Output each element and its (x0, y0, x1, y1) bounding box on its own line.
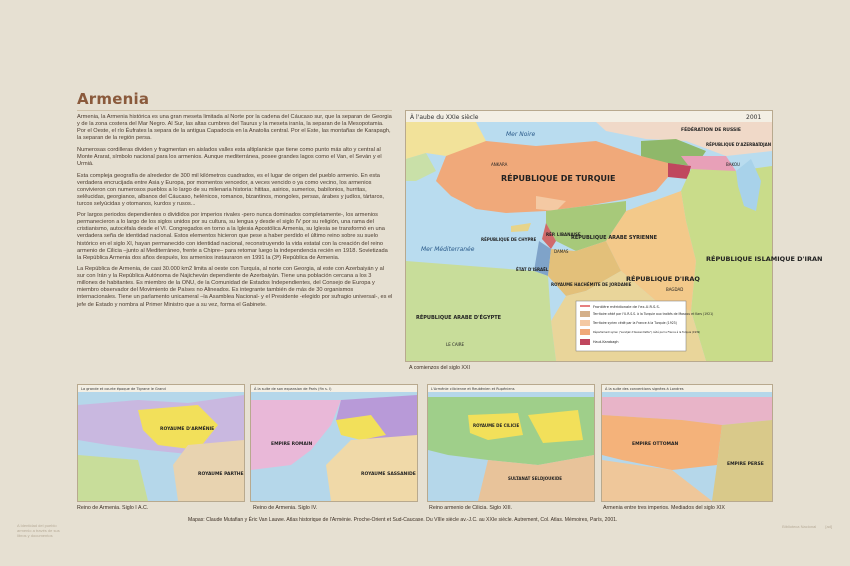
map-label: EMPIRE OTTOMAN (632, 442, 679, 447)
title-divider (77, 110, 392, 111)
paragraph: Esta compleja geografía de alrededor de 300 mil kilómetros cuadrados, es el lugar de origen del pueblo armenio. En esta verdadera encrucijada entre Asia y Europa, por momentos vencedor, a veces vencido o ya como vecino, los armenios convivieron con numerosos pueblos a lo largo de su milenaria historia: hititas, asirios, sumerios, babilonios, hurritas, selêucidas, georgianos, albanos del Cáucaso, helénicos, romanos, bizantinos, mongoles, persas, árabes y judíos, tártaros, turcos selyúcidas y otomanos, kurdos y rusos... (77, 172, 384, 207)
main-map (405, 110, 823, 362)
paragraph: Armenia, la Armenia histórica es una gran meseta limitada al Norte por la cadena del Cáucaso sur, que la separan de Georgia y de la zona costera del Mar Negro. Al Sur, las altas cumbres del Taurus y la meseta iranía, la separan de la Mesopotamia. Por el Oeste, el río Éufrates la separa de la antigua Capadocia en la Anatolia central. Por el Este, las montañas de Karapagh, la separan de la región persa. (77, 114, 392, 142)
map-caption: Reino armenio de Cilicia. Siglo XIII. (429, 505, 513, 511)
map-credits: Mapas: Claude Mutafian y Éric Van Lauwe. Atlas historique de l'Arménie. Proche-Orient et Sud-Caucase. Du VIIIe siècle av.-J.C. au XXIe siècle. Autrement, Col. Atlas. Mémoires, París, 2001. (188, 517, 618, 523)
paragraph: Por largos periodos dependientes o divididos por imperios rivales -pero nunca dominados completamente-, los armenios permanecieron a lo largo de los siglos unidos por su cultura, su lengua y desde el siglo IV por su religión, una rama del cristianismo, autocéfala desde el VI. Congregados en torno a la Iglesia Apostólica Armenia, su Iglesia se transformó en una verdadera seña de identidad nacional. Estos elementos hicieron que pese a haber perdido el último reino sobre su suelo histórico en el siglo XI, hayan permanecido con identidad nacional, reconstruyendo la vida estatal con la creación del reino armenio de Cilicia –junto al Mediterráneo, frente a Chipre– para retomar luego la independencia recién en 1918. Sovietizada la República Armenia dos años después, los armenios instauraron en 1991 la (3ª) República de Armenia. (77, 212, 388, 261)
label-damas: DAMAS (554, 249, 569, 254)
footer-line: A Identidad del pueblo (17, 523, 57, 528)
map-label: SULTANAT SELDJOUKIDE (508, 476, 563, 481)
label-bakou: BAKOU (726, 162, 740, 167)
label-mer-noire: Mer Noire (506, 131, 536, 138)
footer-line: armenio a través de sus (17, 528, 60, 533)
logo-ad: [ad] (825, 524, 832, 529)
legend-item: Frontière méridionale de l'ex-U.R.S.S. (593, 305, 660, 309)
label-egypte: RÉPUBLIQUE ARABE D'ÉGYPTE (416, 315, 502, 321)
label-ankara: ANKARA (491, 162, 508, 167)
footer-line: libros y documentos (17, 533, 53, 538)
paragraph: La República de Armenia, de casi 30.000 km2 limita al oeste con Turquía, al norte con Georgia, al este con Azerbaiyán y al sur con Irán y la República Autónoma de Najicheván dependiente de Azerbaiyán. Tiene una población cercana a los 3 millones de habitantes. Es miembro de la ONU, de la Comunidad de Estados Independientes, del Consejo de Europa y miembro observador del Movimiento de Países no Alineados. Es integrante también de más de 30 organismos internacionales. Tiene un parlamento unicameral –la Asamblea Nacional- y el Presidente -elegido por sufragio universal-, es el jefe de Estado y nombra al Primer Ministro que a su vez, forma el Gabinete. (77, 266, 393, 308)
footer-logos (774, 524, 832, 529)
label-chypre: RÉPUBLIQUE DE CHYPRE (481, 237, 537, 242)
label-iran: RÉPUBLIQUE ISLAMIQUE D'IRAN (706, 255, 823, 263)
page-title: Armenia (77, 90, 150, 108)
label-russie: FÉDÉRATION DE RUSSIE (681, 128, 741, 133)
map-header: À la suite des conventions signées à Londres (605, 387, 684, 391)
map-armenia-siglo-i (77, 384, 245, 502)
map-cilicia-siglo-xiii (427, 384, 595, 502)
map-label: EMPIRE PERSE (727, 462, 764, 467)
map-label: ROYAUME PARTHE (198, 472, 244, 477)
map-label: ROYAUME D'ARMÉNIE (160, 427, 215, 432)
map-label: ROYAUME SASSANIDE (361, 472, 416, 477)
legend-item: Territoire cédé par l'U.R.S.S. à la Turquie aux traités de Moscou et Kars (1921) (593, 312, 714, 316)
map-tres-imperios-siglo-xix (601, 384, 773, 502)
paragraph: Numerosas cordilleras dividen y fragmentan en aislados valles esta altiplanicie que tiene como punto más alto y central al Monte Ararat, símbolo nacional para los armenios. Aunque mediterránea, posee grandes lagos como el Van, el Seván y el Urmiá. (77, 146, 382, 167)
label-israel: ÉTAT D'ISRAËL (516, 267, 549, 272)
label-bagdad: BAGDAD (666, 287, 684, 292)
label-iraq: RÉPUBLIQUE D'IRAQ (626, 275, 700, 283)
label-liban: RÉP. LIBANAISE (546, 232, 581, 237)
map-caption: Reino de Armenia. Siglo I A.C. (77, 505, 149, 511)
label-le-caire: LE CAIRE (446, 342, 465, 347)
logo-biblioteca: Biblioteca Nacional (782, 524, 817, 529)
legend-item: Haut-Karabagh (593, 340, 619, 344)
map-armenia-siglo-iv (250, 384, 418, 502)
map-header: La grande et courte époque de Tigrane le Grand (81, 387, 166, 391)
legend-item: Territoire syrien cédé par la France à la Turquie (1923) (593, 321, 677, 325)
main-map-caption: A comienzos del siglo XXI (409, 365, 470, 371)
article-body (77, 114, 393, 313)
footer-note (17, 523, 60, 538)
label-syrie: RÉPUBLIQUE ARABE SYRIENNE (571, 235, 658, 241)
label-turquie: RÉPUBLIQUE DE TURQUIE (501, 174, 616, 183)
map-label: ROYAUME DE CILICIE (473, 423, 520, 428)
legend-item: Département syrien ("sandjak d'Alexandrette") cédé par la France à la Turquie (1939) (593, 331, 701, 334)
map-caption: Reino de Armenia. Siglo IV. (253, 505, 318, 511)
map-header: À l'aube du XXIe siècle (410, 114, 479, 121)
map-header: À la suite de son expansion de Paris (fin s. I) (254, 387, 332, 391)
label-jordanie: ROYAUME HACHÉMITE DE JORDANIE (551, 282, 632, 287)
map-header: L'Arménie cilicienne et Reubènien et Rupéniens (431, 387, 515, 391)
map-year: 2001 (746, 114, 762, 121)
label-azerbaidjan: RÉPUBLIQUE D'AZERBAÏDJAN (706, 142, 772, 147)
label-mediterranee: Mer Méditerranée (421, 246, 475, 253)
map-label: EMPIRE ROMAIN (271, 442, 313, 447)
map-caption: Armenia entre tres imperios. Mediados del siglo XIX (603, 505, 725, 511)
